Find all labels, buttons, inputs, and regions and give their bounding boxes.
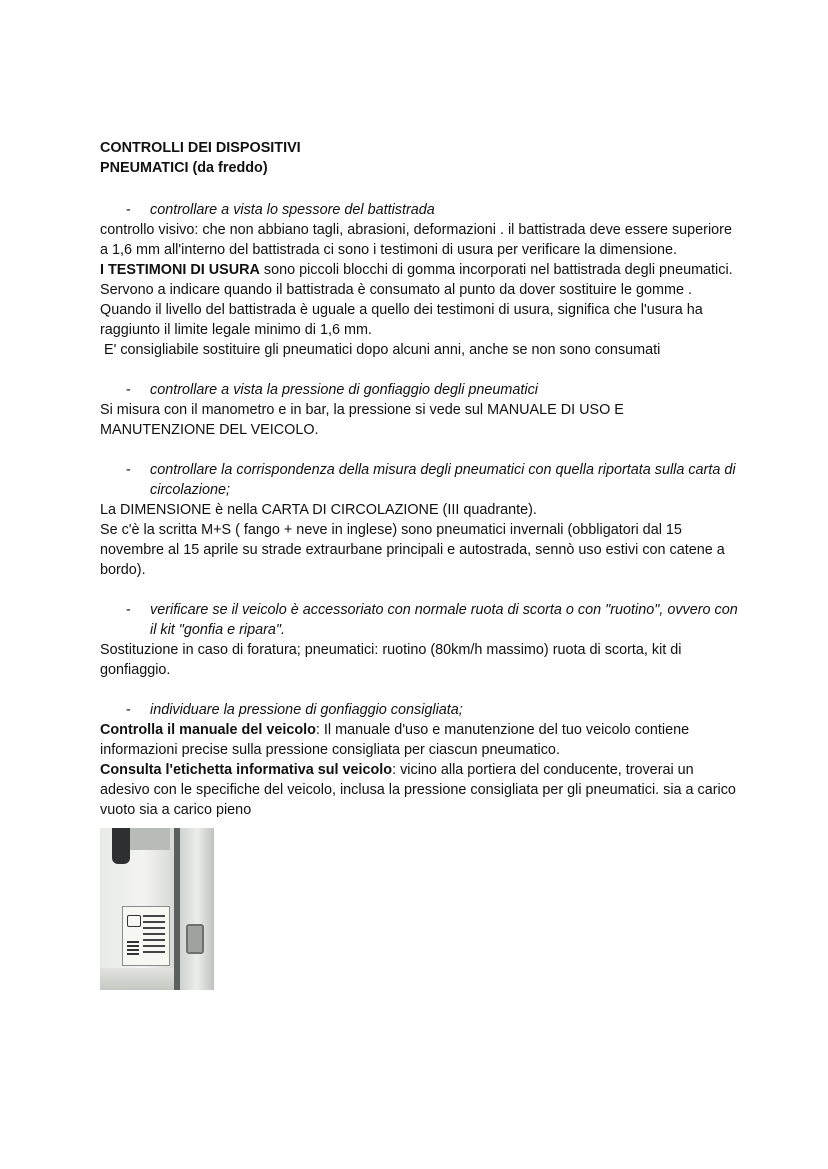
bullet-text: controllare la corrispondenza della misura degli pneumatici con quella riportata sulla carta di circolazione; — [150, 462, 736, 498]
bullet-dash: - — [126, 202, 131, 218]
car-icon — [127, 915, 141, 927]
pressure-table — [143, 913, 165, 953]
tire-pressure-label-photo — [100, 828, 214, 990]
document-body — [100, 138, 740, 990]
bullet-text: verificare se il veicolo è accessoriato con normale ruota di scorta o con "ruotino", ovvero con il kit "gonfia e ripara". — [150, 602, 738, 638]
bullet-item — [100, 380, 740, 400]
paragraph: E' consigliabile sostituire gli pneumatici dopo alcuni anni, anche se non sono consumati — [104, 342, 661, 358]
paragraph: Sostituzione in caso di foratura; pneumatici: ruotino (80km/h massimo) ruota di scorta, kit di gonfiaggio. — [100, 642, 682, 678]
paragraph-text: : Il manuale d'uso e manutenzione del tuo veicolo contiene informazioni precise sulla pressione consigliata per ciascun pneumatico. — [100, 722, 690, 758]
bullet-item — [100, 600, 740, 640]
tire-icon — [127, 941, 139, 955]
bold-term: Controlla il manuale del veicolo — [100, 722, 316, 738]
paragraph: La DIMENSIONE è nella CARTA DI CIRCOLAZIONE (III quadrante). — [100, 502, 537, 518]
paragraph: controllo visivo: che non abbiano tagli, abrasioni, deformazioni . il battistrada deve essere superiore a 1,6 mm all'interno del battistrada ci sono i testimoni di usura per verificare la dimensione. — [100, 222, 732, 258]
bullet-text: individuare la pressione di gonfiaggio consigliata; — [150, 702, 463, 718]
bullet-item — [100, 460, 740, 500]
bullet-text: controllare a vista lo spessore del battistrada — [150, 202, 435, 218]
bullet-item — [100, 200, 740, 220]
paragraph — [100, 260, 740, 340]
door-edge — [180, 828, 214, 990]
bullet-dash: - — [126, 382, 131, 398]
document-title: CONTROLLI DEI DISPOSITIVI — [100, 140, 301, 156]
pillar-panel — [130, 828, 170, 850]
bullet-dash: - — [126, 602, 131, 618]
bullet-dash: - — [126, 702, 131, 718]
bullet-text: controllare a vista la pressione di gonfiaggio degli pneumatici — [150, 382, 538, 398]
bullet-dash: - — [126, 462, 131, 478]
paragraph: Se c'è la scritta M+S ( fango + neve in inglese) sono pneumatici invernali (obbligatori dal 15 novembre al 15 aprile su strade extraurbane principali e autostrada, sennò uso estivi con catene a bordo). — [100, 522, 725, 578]
pressure-sticker — [122, 906, 170, 966]
pillar-shadow — [100, 968, 174, 990]
paragraph-text: sono piccoli blocchi di gomma incorporati nel battistrada degli pneumatici. Servono a indicare quando il battistrada è consumato al punto da dover sostituire le gomme . Quando il livello del battistrada è uguale a quello dei testimoni di usura, significa che l'usura ha raggiunto il limite legale minimo di 1,6 mm. — [100, 262, 733, 338]
bold-term: I TESTIMONI DI USURA — [100, 262, 260, 278]
paragraph: Si misura con il manometro e in bar, la pressione si vede sul MANUALE DI USO E MANUTENZIONE DEL VEICOLO. — [100, 402, 624, 438]
paragraph — [100, 720, 740, 760]
door-latch — [186, 924, 204, 954]
section-title: PNEUMATICI (da freddo) — [100, 160, 268, 176]
bullet-item — [100, 700, 740, 720]
bold-term: Consulta l'etichetta informativa sul veicolo — [100, 762, 393, 778]
door-seal — [112, 828, 130, 864]
paragraph-text: : vicino alla portiera del conducente, troverai un adesivo con le specifiche del veicolo, inclusa la pressione consigliata per gli pneumatici. sia a carico vuoto sia a carico pieno — [100, 762, 736, 818]
paragraph — [100, 760, 740, 820]
